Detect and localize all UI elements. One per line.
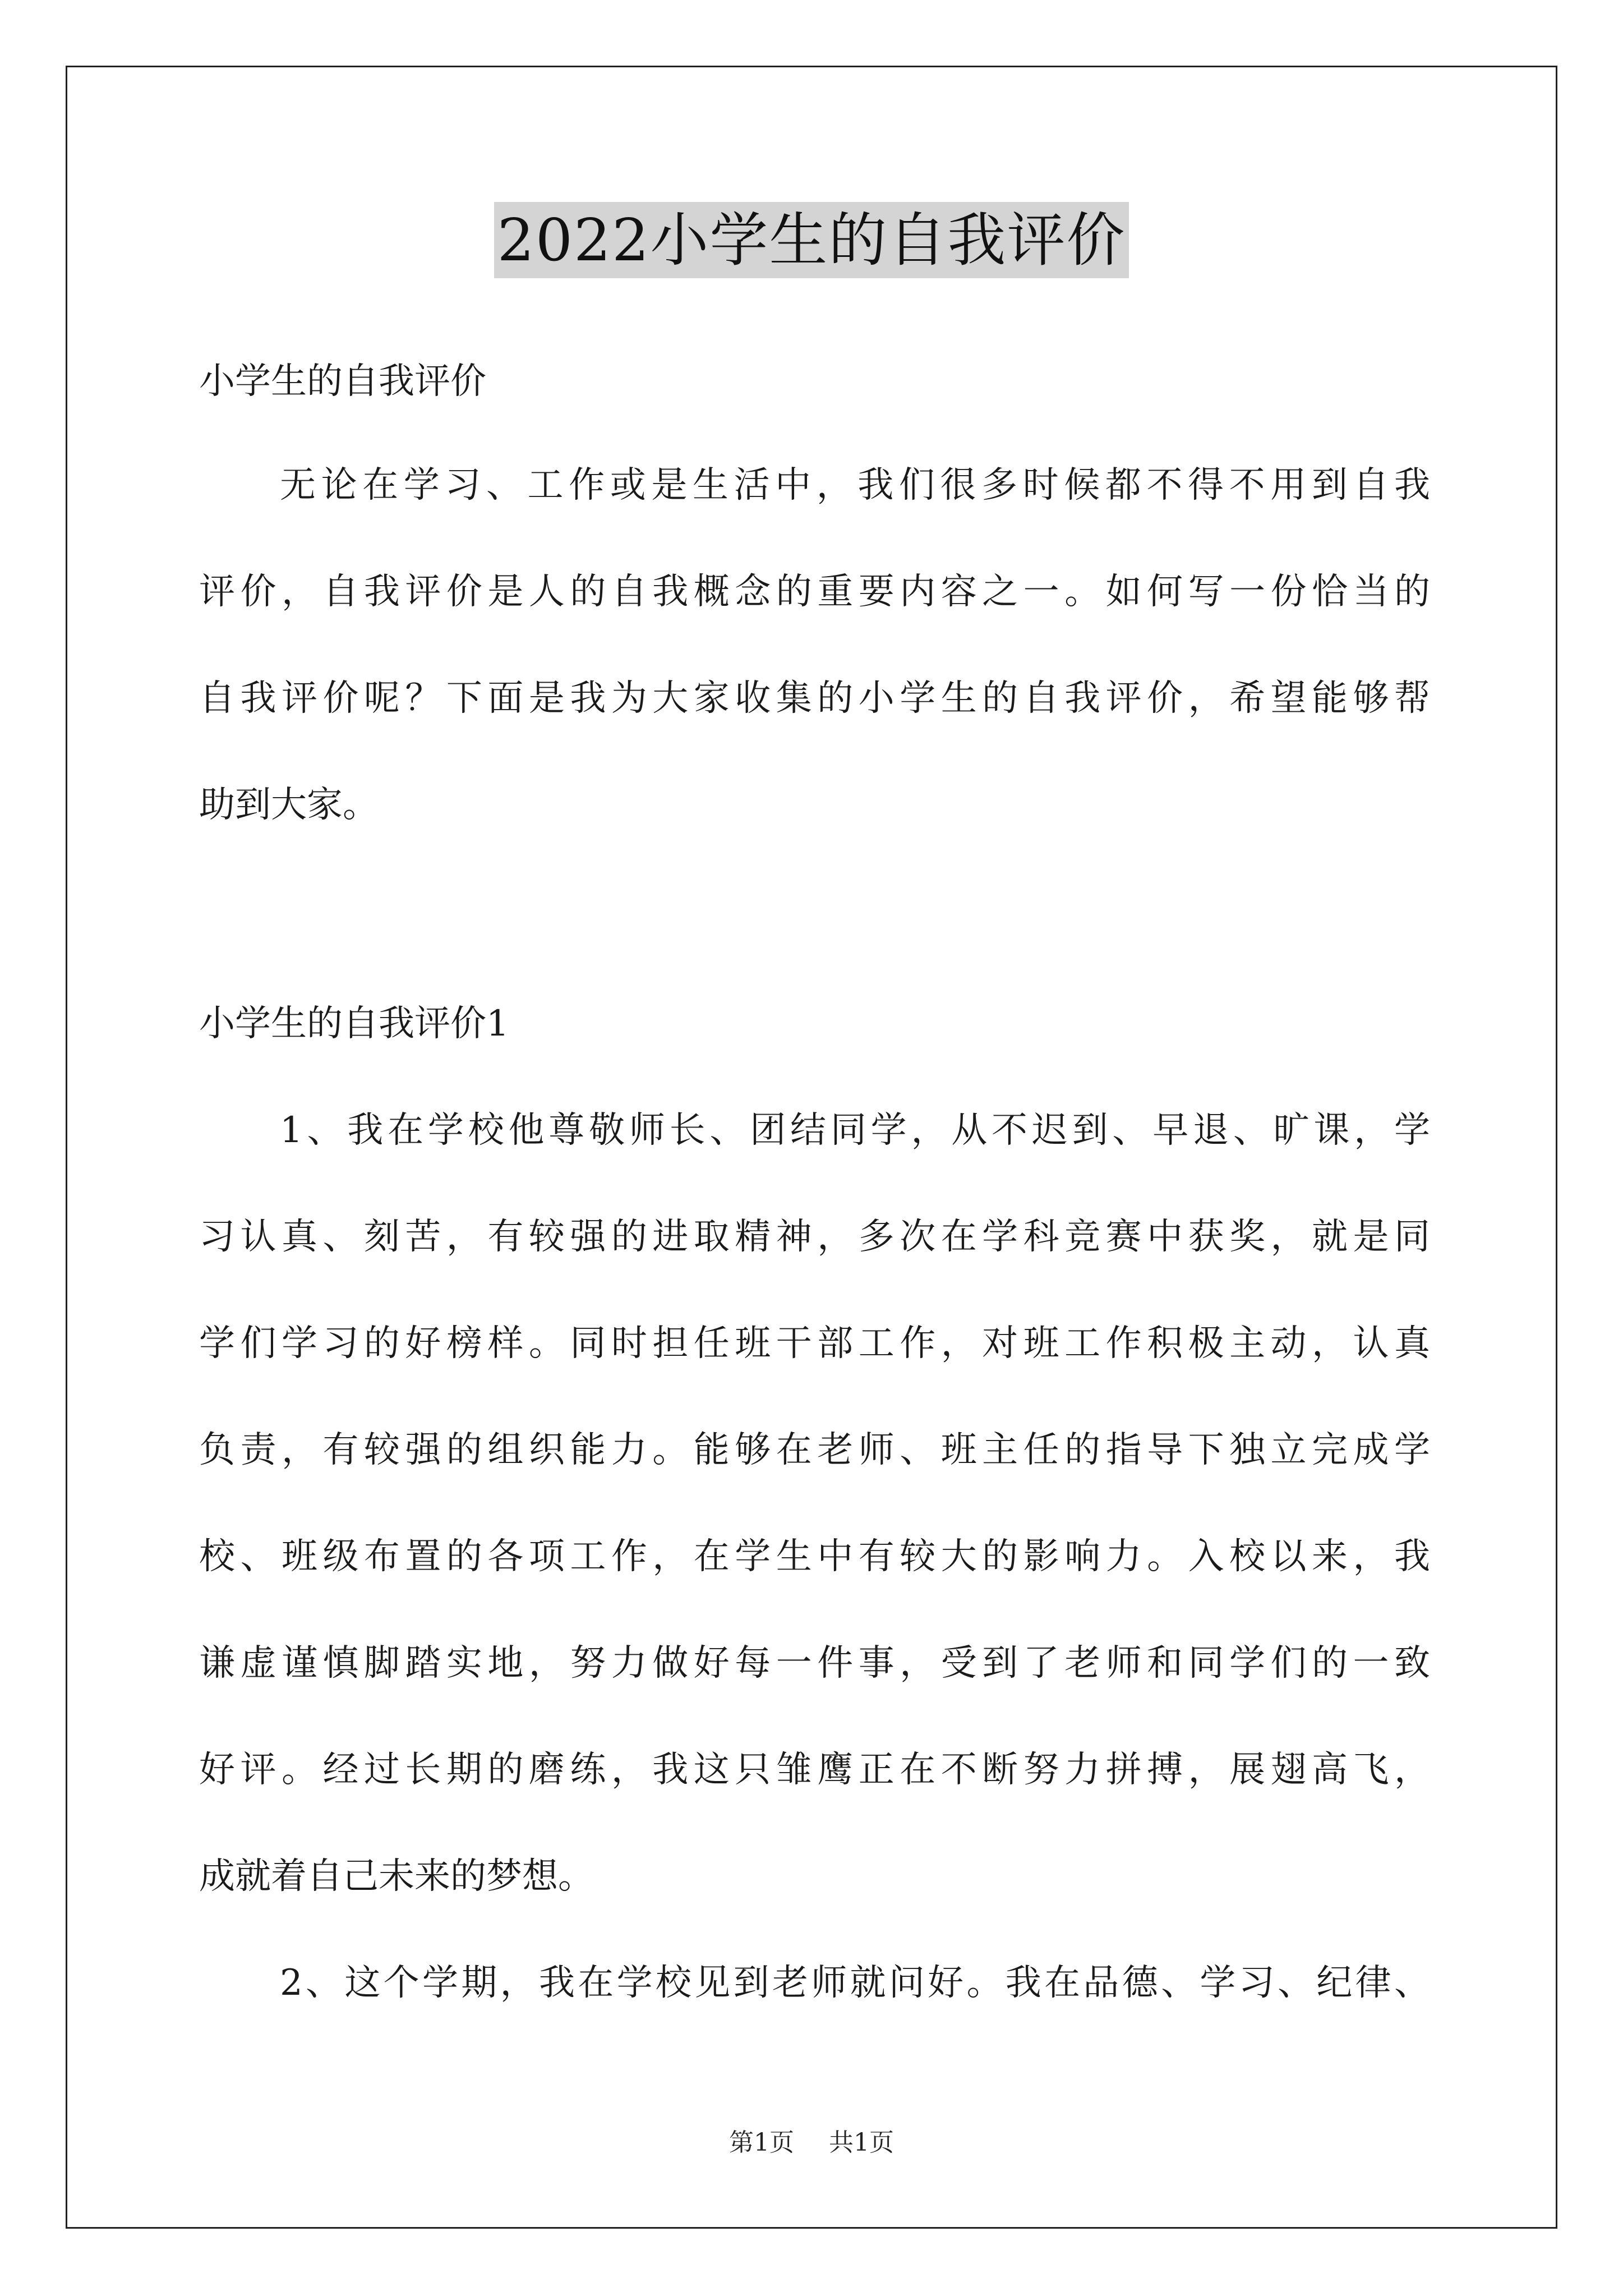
paragraph-line: 助到大家。 — [199, 784, 379, 826]
paragraph-line: 谦虚谨慎脚踏实地，努力做好每一件事，受到了老师和同学们的一致 — [199, 1642, 1430, 1684]
section-heading: 小学生的自我评价1 — [199, 1003, 509, 1045]
paragraph-line: 习认真、刻苦，有较强的进取精神，多次在学科竞赛中获奖，就是同 — [199, 1216, 1430, 1258]
page-footer — [0, 2127, 1623, 2159]
paragraph-line: 成就着自己未来的梦想。 — [199, 1856, 594, 1897]
page-number-current: 第1页 — [729, 2128, 794, 2157]
page-number-total: 共1页 — [829, 2128, 894, 2157]
paragraph-line: 校、班级布置的各项工作，在学生中有较大的影响力。入校以来，我 — [199, 1536, 1430, 1577]
paragraph-line: 无论在学习、工作或是生活中，我们很多时候都不得不用到自我 — [280, 464, 1430, 506]
paragraph-line: 学们学习的好榜样。同时担任班干部工作，对班工作积极主动，认真 — [199, 1323, 1430, 1364]
paragraph-line: 评价，自我评价是人的自我概念的重要内容之一。如何写一份恰当的 — [199, 571, 1430, 613]
title-container — [0, 202, 1623, 278]
paragraph-line: 2、这个学期，我在学校见到老师就问好。我在品德、学习、纪律、 — [280, 1962, 1430, 2004]
section-heading: 小学生的自我评价 — [199, 361, 486, 402]
paragraph-line: 1、我在学校他尊敬师长、团结同学，从不迟到、早退、旷课，学 — [280, 1110, 1430, 1151]
document-title: 2022小学生的自我评价 — [494, 202, 1129, 278]
paragraph-line: 负责，有较强的组织能力。能够在老师、班主任的指导下独立完成学 — [199, 1429, 1430, 1471]
paragraph-line: 好评。经过长期的磨练，我这只雏鹰正在不断努力拼搏，展翅高飞， — [199, 1749, 1430, 1791]
paragraph-line: 自我评价呢？下面是我为大家收集的小学生的自我评价，希望能够帮 — [199, 678, 1430, 719]
